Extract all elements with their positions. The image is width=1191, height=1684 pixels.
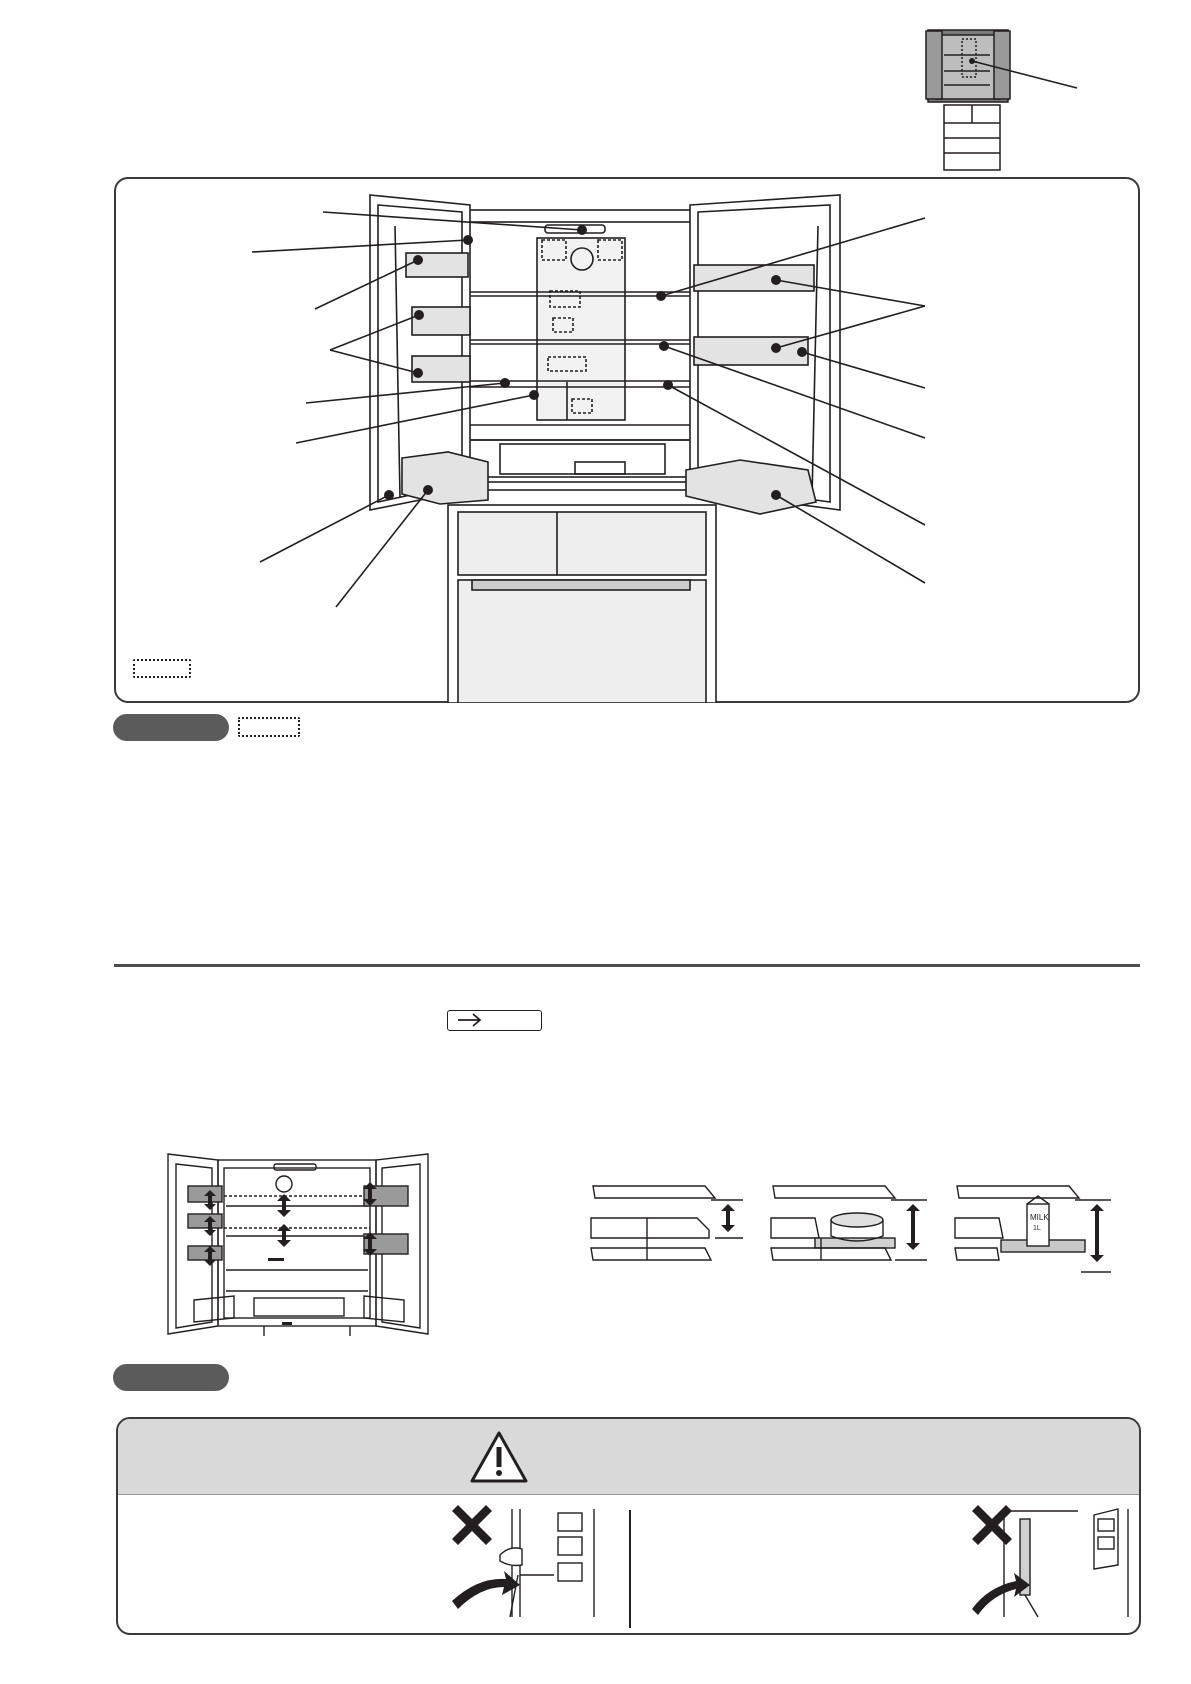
fridge-thumbnail-figure [920, 25, 1080, 175]
warning-triangle-icon [468, 1429, 530, 1485]
caution-box [116, 1417, 1141, 1635]
milk-carton-text: MILK [1030, 1213, 1049, 1222]
door-handle-warning-figure-left [448, 1505, 608, 1625]
milk-carton-subtext: 1L [1033, 1225, 1041, 1232]
caution-header [118, 1419, 1139, 1495]
shelf-height-comparison [585, 1176, 1115, 1281]
section-label-pill-2 [113, 1364, 229, 1391]
section-label-pill [113, 714, 229, 741]
note-dotted-tag [238, 717, 300, 737]
section-divider [114, 964, 1140, 967]
page-reference-box [447, 1010, 542, 1031]
legend-dotted-box [133, 659, 191, 678]
shelf-adjust-fridge-figure [164, 1146, 434, 1346]
door-handle-warning-figure-right [968, 1505, 1138, 1625]
fridge-interior-diagram [114, 177, 1140, 703]
right-arrow-icon [454, 1011, 494, 1029]
caution-divider [629, 1510, 631, 1628]
